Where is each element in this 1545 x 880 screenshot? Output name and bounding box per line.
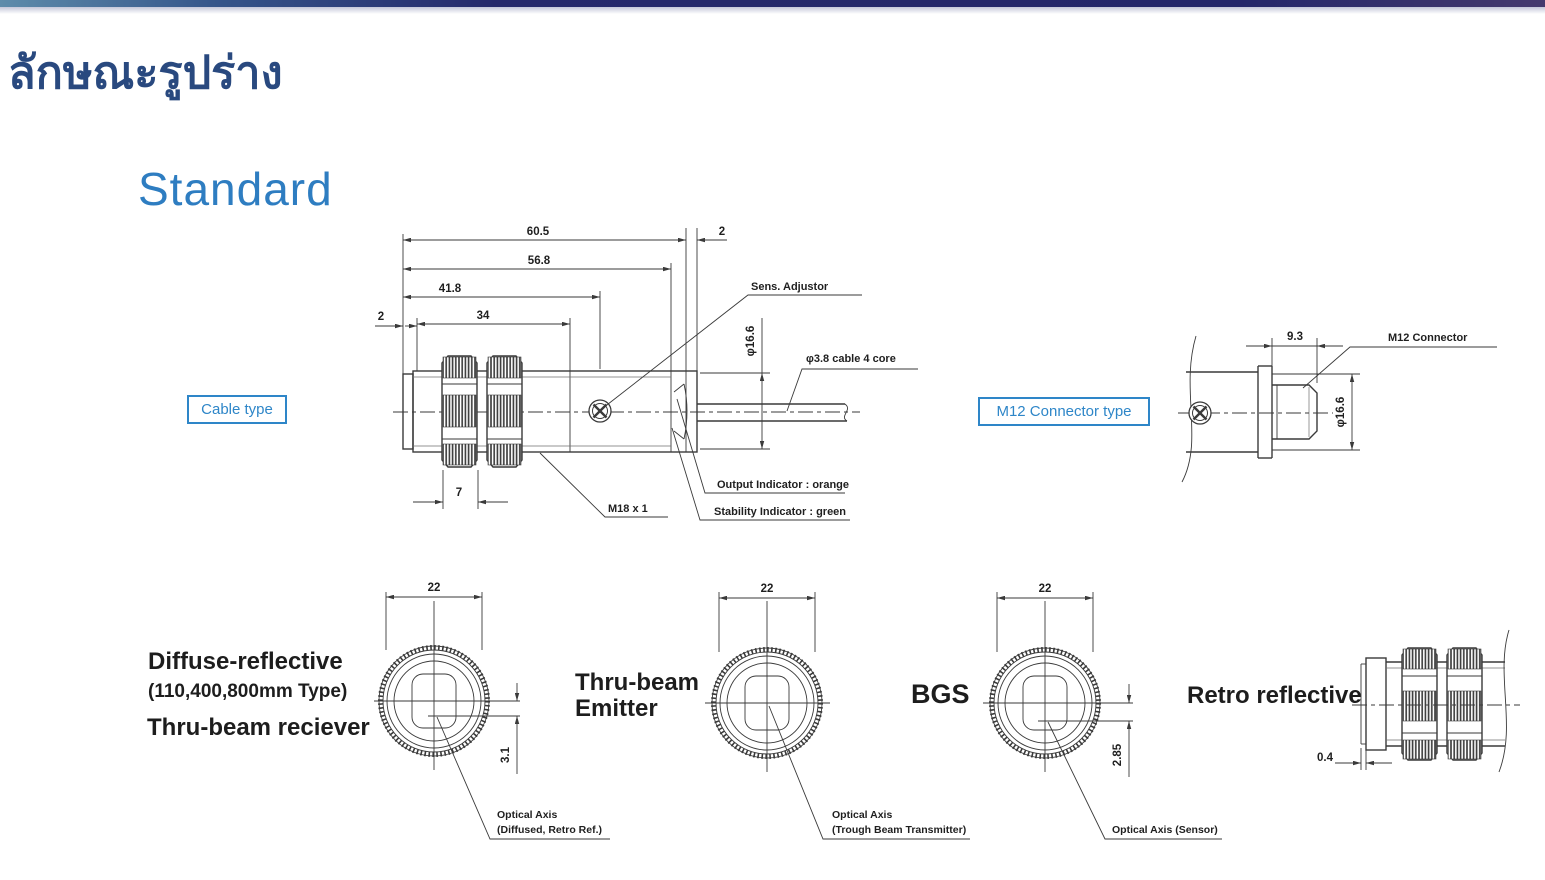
- face-view-bgs: [983, 583, 1222, 839]
- rear-flange: [1258, 366, 1272, 458]
- leader-optical-axis-thrubeam: [769, 706, 970, 839]
- label-retro-reflective: Retro reflective: [1187, 682, 1362, 709]
- m12-type-drawing: [1178, 331, 1497, 482]
- mounting-nut-2: [1447, 648, 1482, 760]
- dim-7: [413, 470, 508, 509]
- label-diffuse-reflective: Diffuse-reflective: [148, 648, 343, 675]
- dim-0-4: [1317, 748, 1392, 770]
- mounting-nut-2: [487, 356, 522, 467]
- dim-41-8: [403, 283, 600, 297]
- cable-type-drawing: [375, 226, 918, 520]
- break-line: [1499, 630, 1509, 772]
- dim-dia-16-6-value: φ16.6: [745, 325, 757, 357]
- front-cap: [1366, 658, 1386, 750]
- dim-2-left-value: 2: [377, 311, 385, 323]
- leader-m12-connector: [1303, 332, 1497, 388]
- label-diffuse-types: (110,400,800mm Type): [148, 681, 348, 702]
- dim-2-85: [1112, 684, 1129, 777]
- label-emitter: Emitter: [575, 695, 658, 722]
- dim-dia-16-6: [700, 318, 770, 449]
- leader-cable-spec: [787, 353, 918, 411]
- dim-22-diffuse-value: 22: [427, 582, 441, 594]
- optical-axis-diffuse-label-1: Optical Axis: [497, 809, 558, 821]
- optical-axis-thrubeam-label-1: Optical Axis: [832, 809, 893, 821]
- leader-thread: [540, 453, 668, 517]
- label-thrubeam-receiver: Thru-beam reciever: [147, 714, 370, 741]
- page-title: ลักษณะรูปร่าง: [8, 48, 283, 98]
- dim-41-8-value: 41.8: [438, 283, 462, 295]
- dim-60-5: [403, 226, 686, 240]
- face-view-thrubeam: [705, 583, 970, 839]
- label-bgs: BGS: [911, 679, 970, 709]
- dim-34: [417, 310, 570, 324]
- cable: [697, 404, 848, 421]
- thread-label: M18 x 1: [608, 503, 648, 515]
- optical-axis-diffuse-label-2: (Diffused, Retro Ref.): [497, 824, 602, 836]
- dim-0-4-value: 0.4: [1317, 752, 1333, 764]
- leader-output-indicator: [677, 399, 849, 493]
- m12-connector-barrel: [1272, 385, 1317, 439]
- sens-adjustor-screw: [589, 400, 611, 422]
- front-lip: [1361, 664, 1366, 744]
- optical-axis-thrubeam-label-2: (Trough Beam Transmitter): [832, 824, 967, 836]
- dim-9-3-value: 9.3: [1287, 331, 1303, 343]
- output-indicator-label: Output Indicator : orange: [717, 479, 849, 491]
- dim-2-right: [697, 226, 727, 240]
- m12-connector-label: M12 Connector: [1388, 332, 1468, 344]
- rear-screw: [1189, 402, 1211, 424]
- cable-spec-label: φ3.8 cable 4 core: [806, 353, 896, 365]
- mounting-nut-1: [1402, 648, 1437, 760]
- sens-adjustor-label: Sens. Adjustor: [751, 281, 829, 293]
- leader-sens-adjustor: [603, 281, 862, 408]
- dim-3-1-value: 3.1: [500, 747, 512, 763]
- dim-dia-16-6-m12-value: φ16.6: [1335, 396, 1347, 428]
- retro-side-view: [1317, 630, 1520, 772]
- dim-60-5-value: 60.5: [526, 226, 550, 238]
- optical-axis-bgs-label: Optical Axis (Sensor): [1112, 824, 1218, 836]
- face-view-diffuse: [374, 582, 610, 839]
- dim-34-value: 34: [476, 310, 490, 322]
- dim-7-value: 7: [455, 487, 463, 499]
- dim-56-8: [403, 255, 671, 269]
- leader-stability-indicator: [672, 428, 850, 520]
- dim-56-8-value: 56.8: [527, 255, 551, 267]
- cable-type-tag-label: Cable type: [201, 401, 273, 418]
- leader-optical-axis-diffuse: [437, 717, 610, 839]
- dim-22-thrubeam-value: 22: [760, 583, 774, 595]
- m12-connector-type-tag-label: M12 Connector type: [996, 403, 1132, 420]
- mounting-nut-1: [442, 356, 477, 467]
- dim-2-85-value: 2.85: [1112, 743, 1124, 767]
- label-thrubeam: Thru-beam: [575, 669, 700, 696]
- dim-2-left: [375, 311, 417, 326]
- section-title: Standard: [138, 163, 333, 215]
- dim-9-3: [1246, 331, 1343, 383]
- stability-indicator-label: Stability Indicator : green: [714, 506, 847, 518]
- dim-2-right-value: 2: [718, 226, 726, 238]
- dim-22-bgs-value: 22: [1038, 583, 1052, 595]
- dim-3-1: [500, 683, 517, 774]
